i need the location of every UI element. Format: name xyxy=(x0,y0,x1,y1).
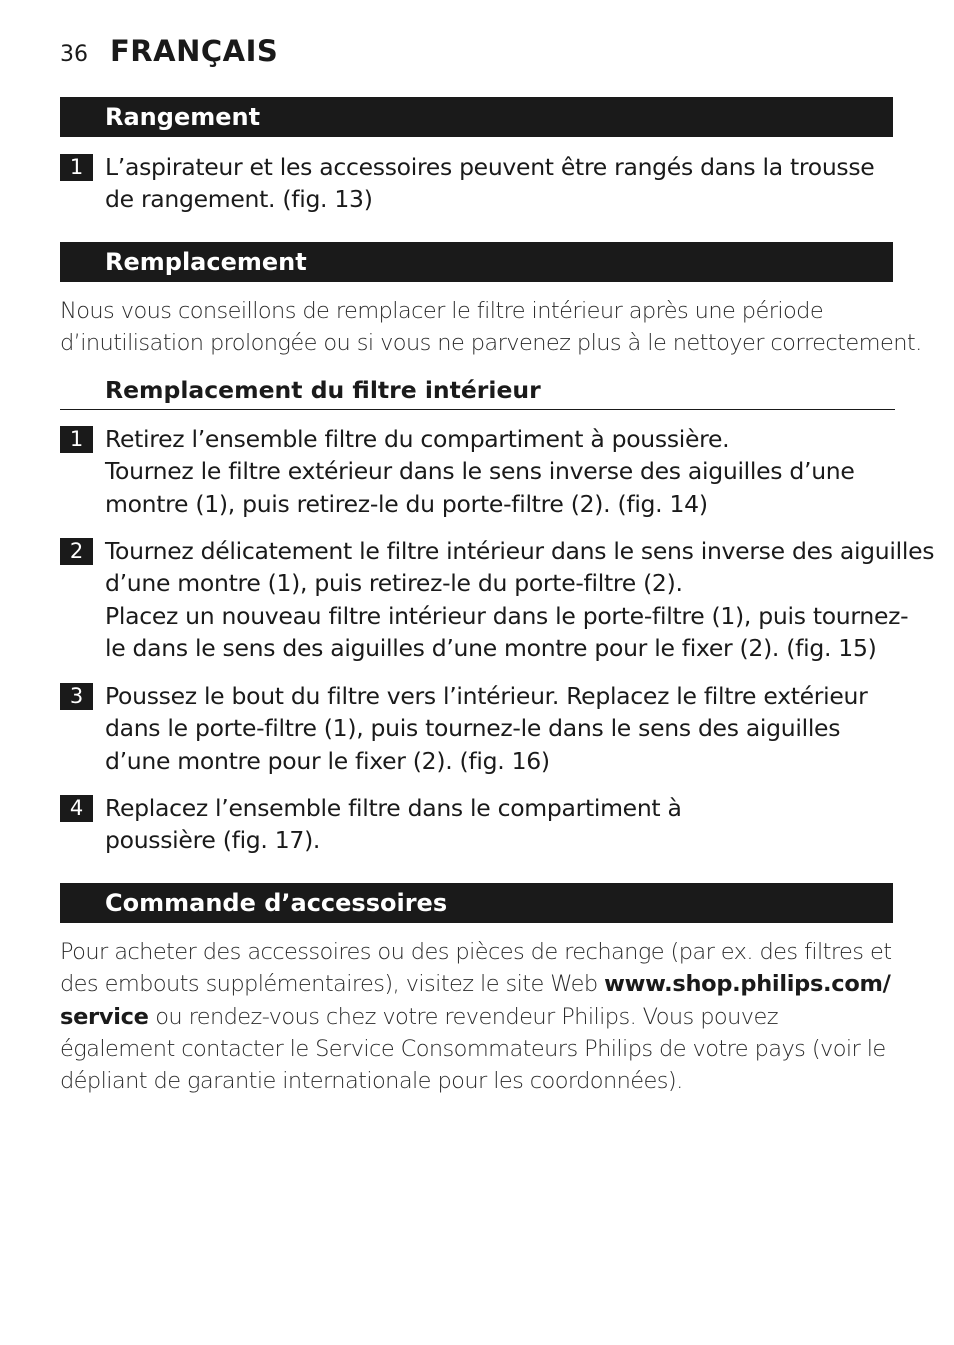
section-heading-commande: Commande d’accessoires xyxy=(60,883,893,923)
step-line: de rangement. (fig. 13) xyxy=(105,185,373,214)
rangement-step-1 xyxy=(60,151,896,216)
remplacement-step-1 xyxy=(60,423,896,520)
step-line: L’aspirateur et les accessoires peuvent être rangés dans la trousse xyxy=(105,153,875,181)
para-line: dépliant de garantie internationale pour les coordonnées). xyxy=(60,1068,683,1095)
shop-link-continued[interactable]: service xyxy=(60,1003,149,1030)
remplacement-step-3 xyxy=(60,680,896,777)
para-line: également contacter le Service Consommateurs Philips de votre pays (voir le xyxy=(60,1035,886,1062)
step-line: Tournez délicatement le filtre intérieur dans le sens inverse des aiguilles xyxy=(105,537,935,565)
para-line: Pour acheter des accessoires ou des pièces de rechange (par ex. des filtres et xyxy=(60,939,892,965)
intro-line: Nous vous conseillons de remplacer le filtre intérieur après une période xyxy=(60,298,824,324)
section-heading-remplacement: Remplacement xyxy=(60,242,893,282)
section-heading-rangement: Rangement xyxy=(60,97,893,137)
step-text xyxy=(105,792,682,857)
page-header xyxy=(60,34,278,74)
step-text xyxy=(105,151,874,216)
step-line: Replacez l’ensemble filtre dans le compartiment à xyxy=(105,794,682,822)
subheading-filtre-interieur: Remplacement du filtre intérieur xyxy=(60,372,895,410)
step-number-badge: 1 xyxy=(60,426,93,453)
para-text: ou rendez-vous chez votre revendeur Philips. Vous pouvez xyxy=(148,1003,778,1030)
page-number: 36 xyxy=(60,42,88,67)
step-number-badge: 4 xyxy=(60,795,93,822)
step-line: dans le porte-filtre (1), puis tournez-le dans le sens des aiguilles xyxy=(105,714,841,743)
remplacement-step-2 xyxy=(60,535,935,664)
step-line: Retirez l’ensemble filtre du compartiment à poussière. xyxy=(105,425,730,453)
shop-link[interactable]: www.shop.philips.com/ xyxy=(604,971,891,998)
step-line: Poussez le bout du filtre vers l’intérieur. Replacez le filtre extérieur xyxy=(105,682,868,710)
step-line: montre (1), puis retirez-le du porte-filtre (2). (fig. 14) xyxy=(105,489,708,518)
step-line: Tournez le filtre extérieur dans le sens inverse des aiguilles d’une xyxy=(105,457,855,486)
step-text xyxy=(105,535,934,664)
para-text: des embouts supplémentaires), visitez le site Web xyxy=(60,971,605,998)
step-number-badge: 2 xyxy=(60,538,93,565)
step-line: poussière (fig. 17). xyxy=(105,826,321,855)
para-line xyxy=(60,968,900,1000)
para-line xyxy=(60,1001,900,1033)
intro-line: d’inutilisation prolongée ou si vous ne parvenez plus à le nettoyer correctement. xyxy=(60,330,922,357)
step-line: d’une montre pour le fixer (2). (fig. 16) xyxy=(105,746,550,775)
remplacement-intro xyxy=(60,295,922,360)
step-line: le dans le sens des aiguilles d’une montre pour le fixer (2). (fig. 15) xyxy=(105,633,877,662)
step-number-badge: 3 xyxy=(60,683,93,710)
commande-paragraph xyxy=(60,936,900,1097)
language-heading: FRANÇAIS xyxy=(110,34,279,68)
remplacement-step-4 xyxy=(60,792,896,857)
step-line: Placez un nouveau filtre intérieur dans le porte-filtre (1), puis tournez- xyxy=(105,601,909,630)
step-text xyxy=(105,423,855,520)
step-text xyxy=(105,680,867,777)
step-number-badge: 1 xyxy=(60,154,93,181)
step-line: d’une montre (1), puis retirez-le du porte-filtre (2). xyxy=(105,569,683,598)
